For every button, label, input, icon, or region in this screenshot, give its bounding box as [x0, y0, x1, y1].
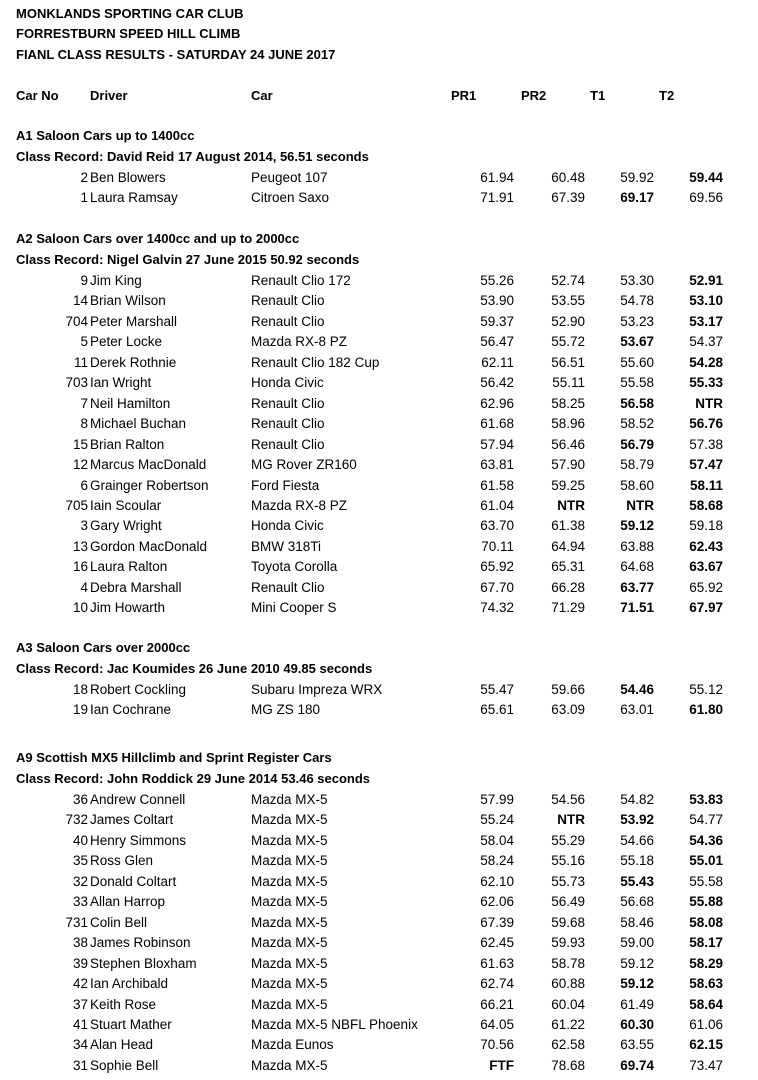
- cell-car: Mazda MX-5: [251, 914, 328, 930]
- cell-driver: Sophie Bell: [90, 1057, 159, 1073]
- cell-pr1: 55.26: [480, 273, 514, 288]
- cell-pr2: 56.49: [551, 894, 585, 910]
- cell-pr1: 61.94: [480, 170, 514, 185]
- cell-t2: 62.15: [689, 1037, 723, 1053]
- cell-car: Renault Clio: [251, 416, 325, 432]
- cell-no: 19: [72, 702, 88, 718]
- table-row: [0, 598, 758, 618]
- cell-driver: Allan Harrop: [90, 894, 166, 910]
- class-title: A2 Saloon Cars over 1400cc and up to 2000cc: [16, 231, 300, 246]
- cell-pr2: 57.90: [551, 457, 585, 473]
- cell-no: 42: [72, 976, 88, 992]
- cell-car: Mazda RX-8 PZ: [251, 334, 348, 350]
- cell-t2: 58.08: [689, 914, 723, 930]
- cell-no: 31: [72, 1057, 88, 1073]
- cell-pr2: 59.93: [551, 935, 585, 951]
- cell-no: 39: [72, 955, 88, 971]
- table-row: [0, 831, 758, 851]
- cell-driver: Colin Bell: [90, 914, 148, 930]
- cell-pr2: 55.73: [551, 873, 585, 889]
- table-row: [0, 291, 758, 311]
- cell-pr1: 61.63: [480, 955, 514, 971]
- cell-t1: 55.18: [620, 853, 654, 869]
- cell-car: Renault Clio: [251, 313, 325, 329]
- table-row: [0, 680, 758, 700]
- cell-pr2: 59.68: [551, 914, 585, 930]
- table-row: [0, 700, 758, 720]
- cell-no: 1: [80, 190, 88, 206]
- table-row: [0, 974, 758, 994]
- cell-t1: 53.23: [620, 313, 654, 329]
- cell-t1: 56.58: [620, 395, 654, 411]
- cell-pr2: 60.04: [551, 996, 585, 1012]
- cell-t1: 59.92: [620, 170, 654, 185]
- table-row: [0, 435, 758, 455]
- cell-car: MG ZS 180: [251, 702, 321, 718]
- cell-pr2: 55.16: [551, 853, 585, 869]
- cell-car: Mazda MX-5: [251, 1057, 328, 1073]
- cell-pr1: 61.58: [480, 477, 514, 493]
- class-title: A9 Scottish MX5 Hillclimb and Sprint Register Cars: [16, 750, 332, 765]
- cell-pr2: 61.38: [551, 518, 585, 534]
- cell-pr2: 52.74: [551, 273, 585, 288]
- table-row: [0, 332, 758, 352]
- table-row: [0, 954, 758, 974]
- cell-t1: 53.67: [620, 334, 654, 350]
- cell-t2: 58.68: [689, 497, 723, 513]
- cell-driver: Peter Marshall: [90, 313, 178, 329]
- cell-t1: 71.51: [620, 600, 654, 616]
- cell-t1: NTR: [626, 497, 654, 513]
- cell-t1: 59.12: [620, 518, 654, 534]
- cell-pr1: 57.94: [480, 436, 514, 452]
- table-row: [0, 1035, 758, 1055]
- cell-driver: Stephen Bloxham: [90, 955, 197, 971]
- cell-pr1: 70.56: [480, 1037, 514, 1053]
- cell-pr2: 60.48: [551, 170, 585, 185]
- cell-pr1: 55.24: [480, 812, 514, 828]
- cell-car: Mazda MX-5: [251, 935, 328, 951]
- cell-driver: James Coltart: [90, 812, 174, 828]
- cell-t1: 60.30: [620, 1016, 654, 1032]
- cell-no: 10: [72, 600, 88, 616]
- cell-pr2: 67.39: [551, 190, 585, 206]
- cell-driver: Gordon MacDonald: [90, 538, 208, 554]
- cell-car: Peugeot 107: [251, 170, 328, 185]
- cell-car: Mazda MX-5: [251, 976, 328, 992]
- cell-driver: Andrew Connell: [90, 792, 186, 807]
- table-row: [0, 892, 758, 912]
- cell-no: 6: [80, 477, 88, 493]
- cell-t2: NTR: [695, 395, 723, 411]
- table-row: [0, 373, 758, 393]
- cell-t1: 63.01: [620, 702, 654, 718]
- cell-no: 32: [72, 873, 88, 889]
- cell-pr2: NTR: [557, 497, 585, 513]
- cell-t1: 59.00: [620, 935, 654, 951]
- cell-t2: 61.06: [689, 1016, 723, 1032]
- cell-car: Mazda MX-5 NBFL Phoenix: [251, 1016, 418, 1032]
- cell-car: Mazda MX-5: [251, 853, 328, 869]
- cell-t1: 55.60: [620, 354, 654, 370]
- cell-no: 5: [80, 334, 88, 350]
- cell-driver: Keith Rose: [90, 996, 157, 1012]
- col-car: Car: [251, 88, 273, 103]
- cell-car: Mazda MX-5: [251, 792, 328, 807]
- cell-t2: 55.58: [689, 873, 723, 889]
- table-row: [0, 455, 758, 475]
- cell-driver: Laura Ralton: [90, 559, 168, 575]
- cell-pr1: 67.70: [480, 579, 514, 595]
- cell-pr1: 62.06: [480, 894, 514, 910]
- cell-driver: Derek Rothnie: [90, 354, 177, 370]
- class-title: A3 Saloon Cars over 2000cc: [16, 640, 191, 655]
- cell-car: MG Rover ZR160: [251, 457, 357, 473]
- cell-t2: 52.91: [689, 273, 723, 288]
- cell-driver: Ben Blowers: [90, 170, 166, 185]
- class-title: A1 Saloon Cars up to 1400cc: [16, 128, 195, 143]
- cell-driver: Debra Marshall: [90, 579, 182, 595]
- cell-t2: 58.11: [689, 477, 723, 493]
- cell-t2: 65.92: [689, 579, 723, 595]
- cell-no: 732: [65, 812, 88, 828]
- table-row: [0, 1056, 758, 1076]
- cell-pr2: 55.11: [552, 375, 585, 391]
- table-row: [0, 414, 758, 434]
- col-t1: T1: [590, 88, 606, 103]
- cell-car: Mazda MX-5: [251, 894, 328, 910]
- cell-car: Mazda MX-5: [251, 996, 328, 1012]
- cell-no: 35: [72, 853, 88, 869]
- cell-pr1: 61.68: [480, 416, 514, 432]
- cell-driver: Ian Wright: [90, 375, 152, 391]
- table-row: [0, 810, 758, 830]
- cell-pr1: 70.11: [481, 538, 514, 554]
- cell-t1: 69.74: [620, 1057, 654, 1073]
- cell-t2: 62.43: [689, 538, 723, 554]
- cell-no: 8: [80, 416, 88, 432]
- cell-no: 2: [80, 170, 88, 185]
- cell-car: Renault Clio 172: [251, 273, 351, 288]
- cell-pr2: 55.29: [551, 832, 585, 848]
- cell-pr2: 55.72: [551, 334, 585, 350]
- cell-driver: Donald Coltart: [90, 873, 177, 889]
- cell-no: 3: [80, 518, 88, 534]
- cell-pr1: 65.61: [480, 702, 514, 718]
- club-name: MONKLANDS SPORTING CAR CLUB: [16, 6, 244, 21]
- cell-t2: 73.47: [689, 1057, 723, 1073]
- cell-no: 36: [72, 792, 88, 807]
- cell-t1: 69.17: [620, 190, 654, 206]
- cell-pr2: 78.68: [551, 1057, 585, 1073]
- cell-car: Mazda MX-5: [251, 832, 328, 848]
- cell-t1: 59.12: [620, 955, 654, 971]
- col-pr1: PR1: [451, 88, 477, 103]
- cell-t2: 54.77: [689, 812, 723, 828]
- cell-pr2: 60.88: [551, 976, 585, 992]
- cell-t2: 67.97: [689, 600, 723, 616]
- cell-no: 12: [72, 457, 88, 473]
- cell-t2: 58.29: [689, 955, 723, 971]
- cell-no: 15: [72, 436, 88, 452]
- table-row: [0, 578, 758, 598]
- cell-t1: 58.52: [620, 416, 654, 432]
- cell-pr1: 63.70: [480, 518, 514, 534]
- col-driver: Driver: [90, 88, 128, 103]
- cell-pr2: 61.22: [551, 1016, 585, 1032]
- cell-t1: 63.55: [620, 1037, 654, 1053]
- cell-pr1: 55.47: [480, 682, 514, 697]
- cell-driver: Peter Locke: [90, 334, 163, 350]
- cell-pr1: 62.11: [481, 354, 514, 370]
- cell-no: 18: [72, 682, 88, 697]
- cell-pr2: 56.51: [551, 354, 585, 370]
- cell-t1: 59.12: [620, 976, 654, 992]
- cell-pr2: 53.55: [551, 293, 585, 309]
- cell-no: 13: [72, 538, 88, 554]
- cell-pr1: 56.42: [480, 375, 514, 391]
- class-record: Class Record: David Reid 17 August 2014, 56.51 seconds: [16, 149, 369, 164]
- cell-pr2: 62.58: [551, 1037, 585, 1053]
- cell-pr1: 64.05: [480, 1016, 514, 1032]
- cell-pr2: 59.25: [551, 477, 585, 493]
- table-row: [0, 790, 758, 810]
- cell-car: Subaru Impreza WRX: [251, 682, 383, 697]
- cell-no: 37: [72, 996, 88, 1012]
- cell-t1: 63.77: [620, 579, 654, 595]
- cell-pr1: 62.74: [480, 976, 514, 992]
- cell-pr1: 65.92: [480, 559, 514, 575]
- cell-t2: 58.64: [689, 996, 723, 1012]
- cell-pr1: 58.04: [480, 832, 514, 848]
- table-row: [0, 851, 758, 871]
- cell-t2: 55.88: [689, 894, 723, 910]
- cell-driver: Brian Ralton: [90, 436, 165, 452]
- cell-t1: 56.68: [620, 894, 654, 910]
- cell-no: 705: [65, 497, 88, 513]
- table-row: [0, 168, 758, 188]
- cell-t1: 58.60: [620, 477, 654, 493]
- cell-t2: 55.12: [689, 682, 723, 697]
- cell-car: Mazda Eunos: [251, 1037, 334, 1053]
- cell-t1: 63.88: [620, 538, 654, 554]
- cell-pr1: 74.32: [480, 600, 514, 616]
- event-name: FORRESTBURN SPEED HILL CLIMB: [16, 26, 241, 41]
- cell-driver: James Robinson: [90, 935, 191, 951]
- cell-pr2: 58.25: [551, 395, 585, 411]
- cell-driver: Stuart Mather: [90, 1016, 172, 1032]
- col-t2: T2: [659, 88, 675, 103]
- table-row: [0, 353, 758, 373]
- cell-t2: 59.44: [689, 170, 723, 185]
- cell-t2: 55.01: [689, 853, 723, 869]
- cell-t2: 58.17: [689, 935, 723, 951]
- class-record: Class Record: John Roddick 29 June 2014 53.46 seconds: [16, 771, 371, 786]
- cell-car: Renault Clio: [251, 579, 325, 595]
- cell-t2: 69.56: [689, 190, 723, 206]
- cell-driver: Michael Buchan: [90, 416, 187, 432]
- table-row: [0, 557, 758, 577]
- cell-car: Mazda RX-8 PZ: [251, 497, 348, 513]
- cell-no: 731: [65, 914, 88, 930]
- cell-t2: 53.17: [689, 313, 723, 329]
- cell-pr1: 62.96: [480, 395, 514, 411]
- cell-t1: 53.92: [620, 812, 654, 828]
- cell-t2: 53.10: [689, 293, 723, 309]
- cell-car: Mazda MX-5: [251, 812, 328, 828]
- cell-t1: 54.78: [620, 293, 654, 309]
- cell-no: 33: [72, 894, 88, 910]
- cell-t2: 54.28: [689, 354, 723, 370]
- cell-pr2: 59.66: [551, 682, 585, 697]
- cell-driver: Jim Howarth: [90, 600, 166, 616]
- cell-t2: 53.83: [689, 792, 723, 807]
- cell-t1: 53.30: [620, 273, 654, 288]
- cell-no: 11: [73, 354, 88, 370]
- table-row: [0, 394, 758, 414]
- cell-driver: Laura Ramsay: [90, 190, 178, 206]
- table-row: [0, 271, 758, 291]
- cell-car: Honda Civic: [251, 518, 324, 534]
- cell-car: BMW 318Ti: [251, 538, 322, 554]
- cell-car: Citroen Saxo: [251, 190, 330, 206]
- cell-pr1: 62.45: [480, 935, 514, 951]
- cell-pr1: 66.21: [480, 996, 514, 1012]
- cell-t1: 58.46: [620, 914, 654, 930]
- cell-pr1: 53.90: [480, 293, 514, 309]
- class-record: Class Record: Jac Koumides 26 June 2010 49.85 seconds: [16, 661, 373, 676]
- cell-pr1: 67.39: [480, 914, 514, 930]
- cell-car: Mazda MX-5: [251, 955, 328, 971]
- cell-no: 9: [80, 273, 88, 288]
- cell-no: 7: [80, 395, 88, 411]
- cell-pr1: 56.47: [480, 334, 514, 350]
- cell-driver: Iain Scoular: [90, 497, 162, 513]
- cell-driver: Henry Simmons: [90, 832, 187, 848]
- cell-pr1: 58.24: [480, 853, 514, 869]
- cell-driver: Alan Head: [90, 1037, 154, 1053]
- cell-no: 40: [72, 832, 88, 848]
- cell-t1: 54.82: [620, 792, 654, 807]
- cell-t2: 57.38: [689, 436, 723, 452]
- cell-t2: 59.18: [689, 518, 723, 534]
- cell-car: Ford Fiesta: [251, 477, 320, 493]
- cell-t1: 64.68: [620, 559, 654, 575]
- table-row: [0, 312, 758, 332]
- cell-no: 14: [72, 293, 88, 309]
- cell-pr2: 71.29: [551, 600, 585, 616]
- col-car-no: Car No: [16, 88, 59, 103]
- col-pr2: PR2: [521, 88, 547, 103]
- cell-pr2: 58.78: [551, 955, 585, 971]
- cell-driver: Brian Wilson: [90, 293, 166, 309]
- cell-driver: Robert Cockling: [90, 682, 187, 697]
- table-row: [0, 933, 758, 953]
- cell-t2: 58.63: [689, 976, 723, 992]
- cell-pr1: 59.37: [480, 313, 514, 329]
- cell-pr2: 66.28: [551, 579, 585, 595]
- cell-car: Renault Clio 182 Cup: [251, 354, 380, 370]
- cell-driver: Grainger Robertson: [90, 477, 209, 493]
- cell-car: Renault Clio: [251, 436, 325, 452]
- cell-car: Renault Clio: [251, 395, 325, 411]
- cell-pr1: 57.99: [480, 792, 514, 807]
- table-row: [0, 496, 758, 516]
- table-row: [0, 1015, 758, 1035]
- cell-t1: 58.79: [620, 457, 654, 473]
- cell-no: 703: [65, 375, 88, 391]
- cell-t2: 56.76: [689, 416, 723, 432]
- cell-no: 4: [80, 579, 88, 595]
- cell-t2: 54.36: [689, 832, 723, 848]
- cell-pr2: 54.56: [551, 792, 585, 807]
- cell-no: 38: [72, 935, 88, 951]
- cell-t2: 61.80: [689, 702, 723, 718]
- table-row: [0, 995, 758, 1015]
- cell-no: 704: [65, 313, 88, 329]
- cell-no: 34: [72, 1037, 88, 1053]
- cell-t1: 56.79: [620, 436, 654, 452]
- results-title: FIANL CLASS RESULTS - SATURDAY 24 JUNE 2017: [16, 47, 336, 62]
- cell-pr1: FTF: [489, 1057, 514, 1073]
- cell-driver: Ian Archibald: [90, 976, 169, 992]
- cell-pr1: 62.10: [480, 873, 514, 889]
- cell-t1: 55.43: [620, 873, 654, 889]
- cell-no: 16: [72, 559, 88, 575]
- cell-t2: 54.37: [689, 334, 723, 350]
- cell-driver: Neil Hamilton: [90, 395, 171, 411]
- table-row: [0, 516, 758, 536]
- table-row: [0, 188, 758, 208]
- cell-pr2: NTR: [557, 812, 585, 828]
- cell-car: Mini Cooper S: [251, 600, 337, 616]
- cell-car: Honda Civic: [251, 375, 324, 391]
- cell-t1: 54.66: [620, 832, 654, 848]
- cell-car: Renault Clio: [251, 293, 325, 309]
- cell-pr2: 56.46: [551, 436, 585, 452]
- cell-driver: Gary Wright: [90, 518, 162, 534]
- class-record: Class Record: Nigel Galvin 27 June 2015 50.92 seconds: [16, 252, 360, 267]
- table-row: [0, 872, 758, 892]
- cell-driver: Ross Glen: [90, 853, 154, 869]
- cell-t2: 55.33: [689, 375, 723, 391]
- table-row: [0, 913, 758, 933]
- cell-pr1: 61.04: [480, 497, 514, 513]
- cell-no: 41: [72, 1016, 88, 1032]
- cell-car: Toyota Corolla: [251, 559, 338, 575]
- column-headers: [0, 88, 758, 106]
- cell-driver: Jim King: [90, 273, 142, 288]
- cell-driver: Marcus MacDonald: [90, 457, 207, 473]
- cell-pr2: 58.96: [551, 416, 585, 432]
- cell-t1: 61.49: [620, 996, 654, 1012]
- cell-t1: 54.46: [620, 682, 654, 697]
- table-row: [0, 476, 758, 496]
- cell-pr2: 64.94: [551, 538, 585, 554]
- cell-t2: 63.67: [689, 559, 723, 575]
- table-row: [0, 537, 758, 557]
- cell-pr2: 63.09: [551, 702, 585, 718]
- cell-pr2: 52.90: [551, 313, 585, 329]
- cell-t1: 55.58: [620, 375, 654, 391]
- cell-pr1: 63.81: [480, 457, 514, 473]
- cell-t2: 57.47: [689, 457, 723, 473]
- cell-driver: Ian Cochrane: [90, 702, 172, 718]
- cell-pr2: 65.31: [551, 559, 585, 575]
- cell-pr1: 71.91: [480, 190, 514, 206]
- cell-car: Mazda MX-5: [251, 873, 328, 889]
